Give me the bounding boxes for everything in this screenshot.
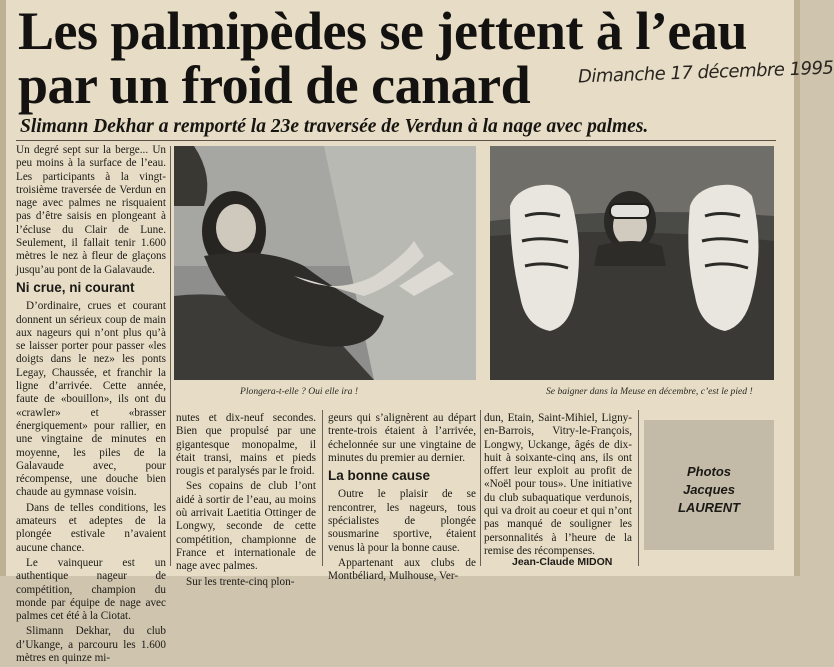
paragraph: dun, Etain, Saint-Mihiel, Ligny-en-Barrois, Vitry-le-François, Longwy, Uckange, âgés de dix-huit à soixante-cinq ans, ils ont offert leur exploit au profit de «Noël pour tous». Une initiative du club subaquatique verdunois, qui va droit au coeur et qui n’ont pas manqué de souligner les personnalités à l’heure de la remise des récompenses. xyxy=(484,412,632,557)
article-column-4 xyxy=(484,412,632,560)
subhead-ni-crue: Ni crue, ni courant xyxy=(16,279,135,295)
subtitle-rule xyxy=(16,140,776,141)
article-column-1 xyxy=(16,144,166,667)
photo-swimmer-with-fins xyxy=(490,146,774,380)
author-signature: Jean-Claude MIDON xyxy=(512,556,613,568)
photo-1-caption: Plongera-t-elle ? Oui elle ira ! xyxy=(240,386,359,397)
subtitle xyxy=(20,116,648,138)
subhead-bonne-cause: La bonne cause xyxy=(328,468,431,484)
article-column-2 xyxy=(176,412,316,591)
photo-credit-line-1: Photos xyxy=(686,464,732,479)
column-divider xyxy=(638,410,639,566)
intro-paragraph: Un degré sept sur la berge... Un peu moins à la surface de l’eau. Les participants à la vingt-troisième traversée de Verdun en nage avec palmes ne risquaient pas d’être saisis en plongeant à l’écluse du Clair de Lune. Seulement, il fallait tenir 1.600 mètres le nez à fleur de glaçons jusqu’au pont de la Galavaude. xyxy=(16,144,166,276)
right-page-edge xyxy=(794,0,800,576)
paragraph: Appartenant aux clubs de Montbéliard, Mulhouse, Ver- xyxy=(328,556,476,583)
photo-swimmer-with-fins-image xyxy=(490,146,774,380)
photo-credit-box xyxy=(644,420,774,550)
handwritten-date: Dimanche 17 décembre 1995 xyxy=(577,57,834,88)
column-divider xyxy=(322,410,323,566)
headline-line-1: Les palmipèdes se jettent à l’eau xyxy=(18,1,747,61)
paragraph: Le vainqueur est un authentique nageur de compétition, champion du monde par équipe de nage avec palmes cet été à la Ciotat. xyxy=(16,556,166,623)
photo-diver-on-bank-image xyxy=(174,146,476,380)
paragraph: Slimann Dekhar, du club d’Ukange, a parcouru les 1.600 mètres en quinze mi- xyxy=(16,625,166,664)
paragraph: nutes et dix-neuf secondes. Bien que propulsé par une gigantesque monopalme, il était transi, mains et pieds rougis et paralysés par le froid. xyxy=(176,412,316,478)
article-column-3 xyxy=(328,412,476,586)
photo-2-caption: Se baigner dans la Meuse en décembre, c’est le pied ! xyxy=(546,386,753,397)
subtitle-text: Slimann Dekhar a remporté la 23e traversée de Verdun à la nage avec palmes. xyxy=(20,116,649,137)
column-divider xyxy=(170,146,171,566)
paragraph: Dans de telles conditions, les amateurs et adeptes de la plongée estivale n’avaient aucune chance. xyxy=(16,501,166,554)
left-page-edge xyxy=(0,0,6,576)
photo-credit-line-3: LAURENT xyxy=(677,500,741,515)
paragraph: Ses copains de club l’ont aidé à sortir de l’eau, au moins où arrivait Laetitia Ottinger de Longwy, seconde de cette compétition, championne de France et internationale de nage avec palmes. xyxy=(176,480,316,573)
column-divider xyxy=(480,410,481,566)
paragraph: geurs qui s’alignèrent au départ trente-trois étaient à l’arrivée, échelonnée sur une vingtaine de minutes du premier au dernier. xyxy=(328,412,476,464)
paragraph: Sur les trente-cinq plon- xyxy=(186,575,295,588)
photo-diver-on-bank xyxy=(174,146,476,380)
paragraph: Outre le plaisir de se rencontrer, les nageurs, tous spécialistes de plongée sousmarine sportive, étaient venus là pour la bonne cause. xyxy=(328,488,476,554)
photo-credit-line-2: Jacques xyxy=(682,482,736,497)
paragraph: D’ordinaire, crues et courant donnent un sérieux coup de main aux nageurs qui n’ont plus qu’à se laisser porter pour passer «les doigts dans le nez» les ponts Legay, Chaussée, et franchir la ligne d’arrivée. Cette année, faute de «bouillon», ils ont du «crawler» et «brasser énergiquement» pour rallier, en une vingtaine de minutes en moyenne, les piles de la Galavaude avec, pour récompense, une douche bien chaude au gymnase voisin. xyxy=(16,300,166,499)
headline-line-2: par un froid de canard xyxy=(18,55,531,115)
